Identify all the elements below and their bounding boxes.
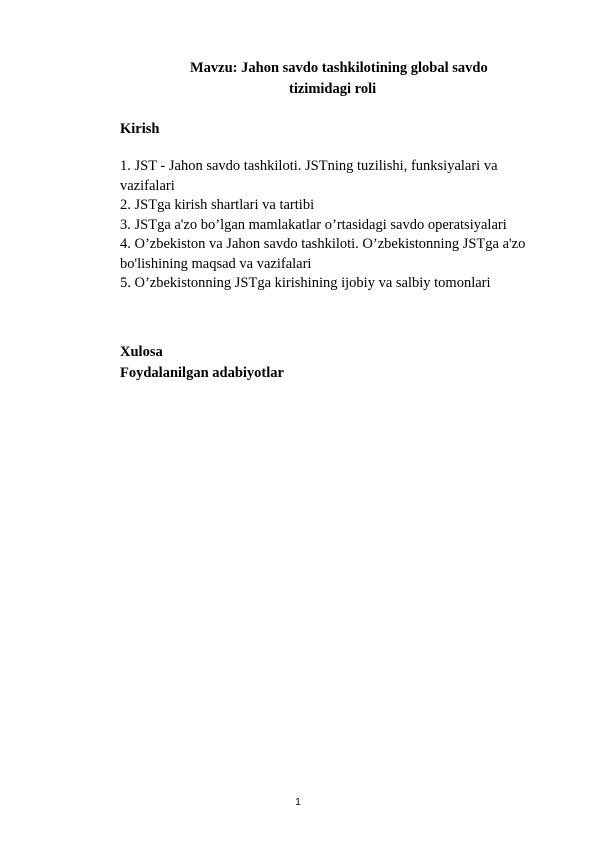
outline-item-2: 2. JSTga kirish shartlari va tartibi bbox=[120, 197, 315, 213]
intro-heading: Kirish bbox=[120, 121, 160, 137]
outline-item-1: 1. JST - Jahon savdo tashkiloti. JSTning tuzilishi, funksiyalari va vazifalari bbox=[120, 158, 498, 194]
title-line-1: Mavzu: Jahon savdo tashkilotining global savdo bbox=[190, 60, 488, 76]
references-heading: Foydalanilgan adabiyotlar bbox=[120, 365, 284, 381]
page-number: 1 bbox=[295, 797, 301, 808]
outline-item-3: 3. JSTga a'zo bo’lgan mamlakatlar o’rtasidagi savdo operatsiyalari bbox=[120, 216, 507, 233]
outline-item-4: 4. O’zbekiston va Jahon savdo tashkiloti. O’zbekistonning JSTga a'zo bo'lishining maqsad va vazifalari bbox=[120, 236, 526, 272]
contents-outline bbox=[120, 157, 550, 294]
title-line-2: tizimidagi roli bbox=[289, 81, 377, 97]
outline-item-5: 5. O’zbekistonning JSTga kirishining ijobiy va salbiy tomonlari bbox=[120, 275, 491, 291]
conclusion-heading: Xulosa bbox=[120, 344, 163, 360]
